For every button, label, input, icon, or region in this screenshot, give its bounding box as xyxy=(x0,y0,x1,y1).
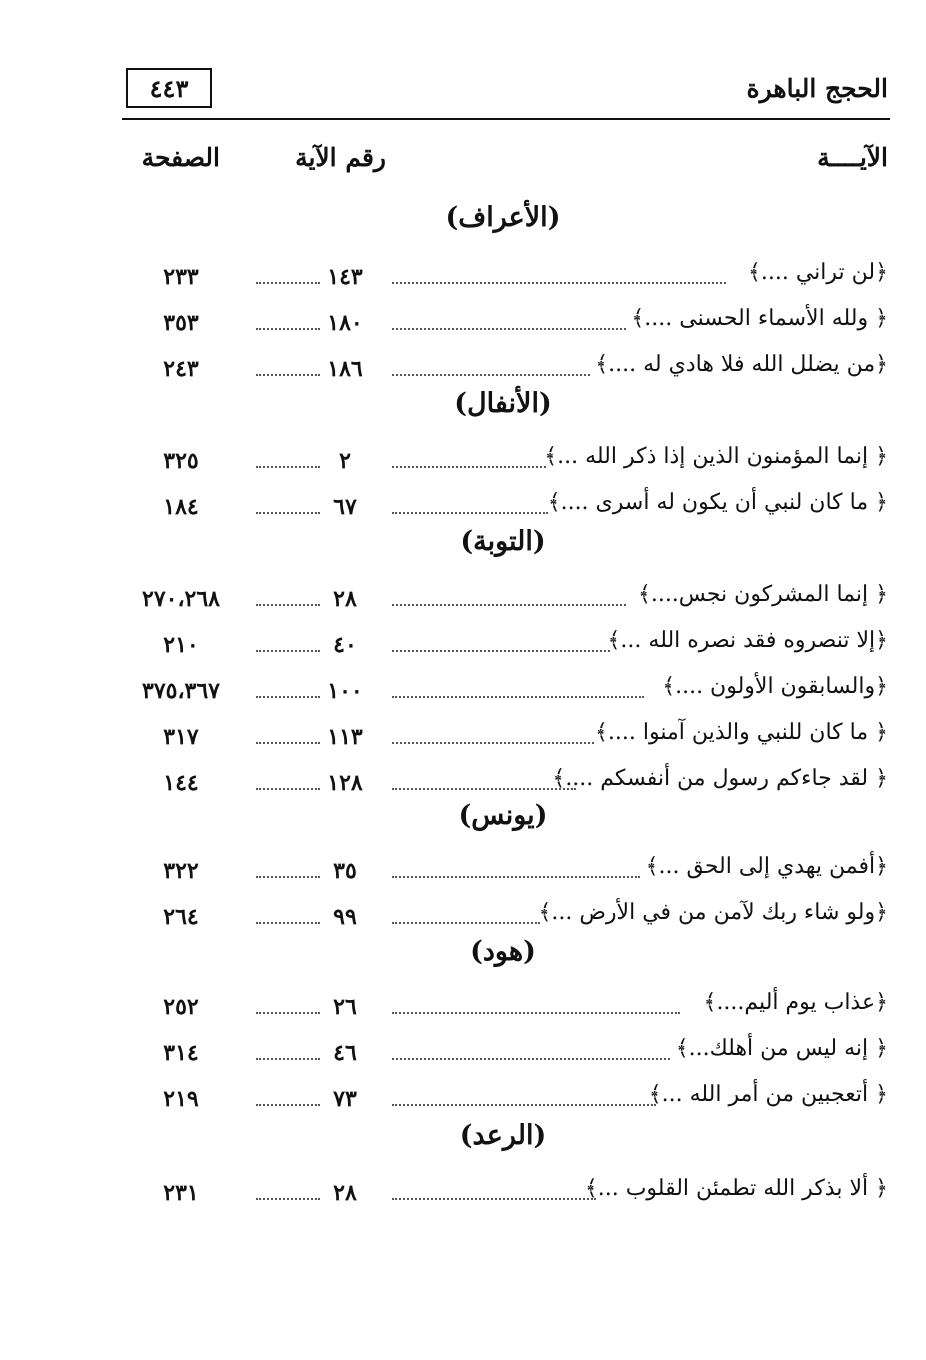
index-row xyxy=(0,668,926,712)
dot-leader xyxy=(392,696,644,698)
dot-leader xyxy=(256,1104,320,1106)
dot-leader xyxy=(392,1104,656,1106)
dot-leader xyxy=(392,788,576,790)
index-row xyxy=(0,346,926,390)
index-row xyxy=(0,984,926,1028)
dot-leader xyxy=(392,374,590,376)
verse-number: ١١٣ xyxy=(327,724,363,750)
verse-text: ﴿ ما كان لنبي أن يكون له أسرى ....﴾ xyxy=(547,490,888,515)
verse-number: ٤٦ xyxy=(333,1040,357,1066)
verse-text: ﴿لن تراني ....﴾ xyxy=(747,260,888,285)
dot-leader xyxy=(256,1058,320,1060)
index-row xyxy=(0,894,926,938)
page-reference: ٢٥٢ xyxy=(163,994,199,1020)
dot-leader xyxy=(256,604,320,606)
column-header-page: الصفحة xyxy=(141,143,220,172)
verse-number: ٢٨ xyxy=(333,586,357,612)
index-row xyxy=(0,1076,926,1120)
index-row xyxy=(0,714,926,758)
verse-number: ٤٠ xyxy=(333,632,357,658)
dot-leader xyxy=(256,1198,320,1200)
dot-leader xyxy=(256,922,320,924)
page-number: ٤٤٣ xyxy=(126,68,212,108)
index-row xyxy=(0,484,926,528)
page-reference: ٣٢٥ xyxy=(163,448,199,474)
dot-leader xyxy=(392,1012,680,1014)
page-reference: ٣١٧ xyxy=(163,724,199,750)
dot-leader xyxy=(392,604,626,606)
dot-leader xyxy=(392,328,626,330)
surah-heading: (الرعد) xyxy=(459,1120,547,1151)
verse-number: ١٨٦ xyxy=(327,356,363,382)
running-title: الحجج الباهرة xyxy=(746,74,888,103)
index-row xyxy=(0,300,926,344)
dot-leader xyxy=(392,1058,670,1060)
verse-number: ١٠٠ xyxy=(327,678,363,704)
surah-heading: (يونس) xyxy=(458,800,548,831)
dot-leader xyxy=(392,512,548,514)
verse-number: ٢٨ xyxy=(333,1180,357,1206)
dot-leader xyxy=(256,742,320,744)
dot-leader xyxy=(392,1198,596,1200)
verse-text: ﴿ ألا بذكر الله تطمئن القلوب ...﴾ xyxy=(584,1176,888,1201)
surah-heading: (الأنفال) xyxy=(454,388,552,419)
verse-text: ﴿من يضلل الله فلا هادي له ....﴾ xyxy=(595,352,888,377)
page-reference: ٣٥٣ xyxy=(163,310,199,336)
dot-leader xyxy=(392,876,640,878)
dot-leader xyxy=(392,922,540,924)
dot-leader xyxy=(256,1012,320,1014)
index-row xyxy=(0,622,926,666)
verse-text: ﴿أفمن يهدي إلى الحق ...﴾ xyxy=(645,854,888,879)
verse-text: ﴿عذاب يوم أليم....﴾ xyxy=(703,990,888,1015)
dot-leader xyxy=(256,788,320,790)
surah-heading: (هود) xyxy=(470,936,536,967)
verse-number: ٦٧ xyxy=(333,494,357,520)
verse-number: ٩٩ xyxy=(333,904,357,930)
index-row xyxy=(0,254,926,298)
dot-leader xyxy=(256,696,320,698)
page-reference: ١٨٤ xyxy=(163,494,199,520)
dot-leader xyxy=(392,282,726,284)
verse-text: ﴿ إنما المشركون نجس....﴾ xyxy=(637,582,888,607)
page-reference: ٣٢٢ xyxy=(163,858,199,884)
verse-text: ﴿ لقد جاءكم رسول من أنفسكم ....﴾ xyxy=(552,766,888,791)
verse-number: ٢٦ xyxy=(333,994,357,1020)
surah-heading: (التوبة) xyxy=(460,526,546,557)
verse-text: ﴿ ما كان للنبي والذين آمنوا ....﴾ xyxy=(594,720,888,745)
page-reference: ٢١٠ xyxy=(163,632,199,658)
dot-leader xyxy=(256,282,320,284)
surah-heading: (الأعراف) xyxy=(445,202,561,233)
index-row xyxy=(0,1030,926,1074)
dot-leader xyxy=(392,466,546,468)
index-row xyxy=(0,848,926,892)
verse-text: ﴿والسابقون الأولون ....﴾ xyxy=(662,674,888,699)
index-row xyxy=(0,1170,926,1214)
dot-leader xyxy=(392,650,610,652)
verse-number: ٧٣ xyxy=(333,1086,357,1112)
verse-text: ﴿إلا تنصروه فقد نصره الله ...﴾ xyxy=(607,628,888,653)
dot-leader xyxy=(256,466,320,468)
index-row xyxy=(0,760,926,804)
page-reference: ٢٤٣ xyxy=(163,356,199,382)
verse-number: ١٨٠ xyxy=(327,310,363,336)
verse-text: ﴿ إنما المؤمنون الذين إذا ذكر الله ...﴾ xyxy=(544,444,888,469)
column-header-verse: الآيــــة xyxy=(817,143,888,172)
page-reference: ٢٣١ xyxy=(163,1180,199,1206)
verse-text: ﴿ إنه ليس من أهلك...﴾ xyxy=(675,1036,888,1061)
verse-text: ﴿ولو شاء ربك لآمن من في الأرض ...﴾ xyxy=(538,900,888,925)
dot-leader xyxy=(256,876,320,878)
page-reference: ٢٦٤ xyxy=(163,904,199,930)
dot-leader xyxy=(256,374,320,376)
verse-number: ٣٥ xyxy=(333,858,357,884)
page-reference: ٣٧٥،٣٦٧ xyxy=(142,678,220,704)
page-reference: ١٤٤ xyxy=(163,770,199,796)
dot-leader xyxy=(256,512,320,514)
verse-number: ١٢٨ xyxy=(327,770,363,796)
index-row xyxy=(0,438,926,482)
verse-number: ١٤٣ xyxy=(327,264,363,290)
verse-text: ﴿ أتعجبين من أمر الله ...﴾ xyxy=(648,1082,888,1107)
dot-leader xyxy=(256,328,320,330)
verse-number: ٢ xyxy=(339,448,351,474)
verse-text: ﴿ ولله الأسماء الحسنى ....﴾ xyxy=(631,306,888,331)
dot-leader xyxy=(392,742,594,744)
page-reference: ٢١٩ xyxy=(163,1086,199,1112)
dot-leader xyxy=(256,650,320,652)
page-reference: ٣١٤ xyxy=(163,1040,199,1066)
page-reference: ٢٧٠،٢٦٨ xyxy=(142,586,220,612)
header-divider xyxy=(122,118,890,120)
index-row xyxy=(0,576,926,620)
page-reference: ٢٣٣ xyxy=(163,264,199,290)
column-header-verse-number: رقم الآية xyxy=(295,143,386,172)
